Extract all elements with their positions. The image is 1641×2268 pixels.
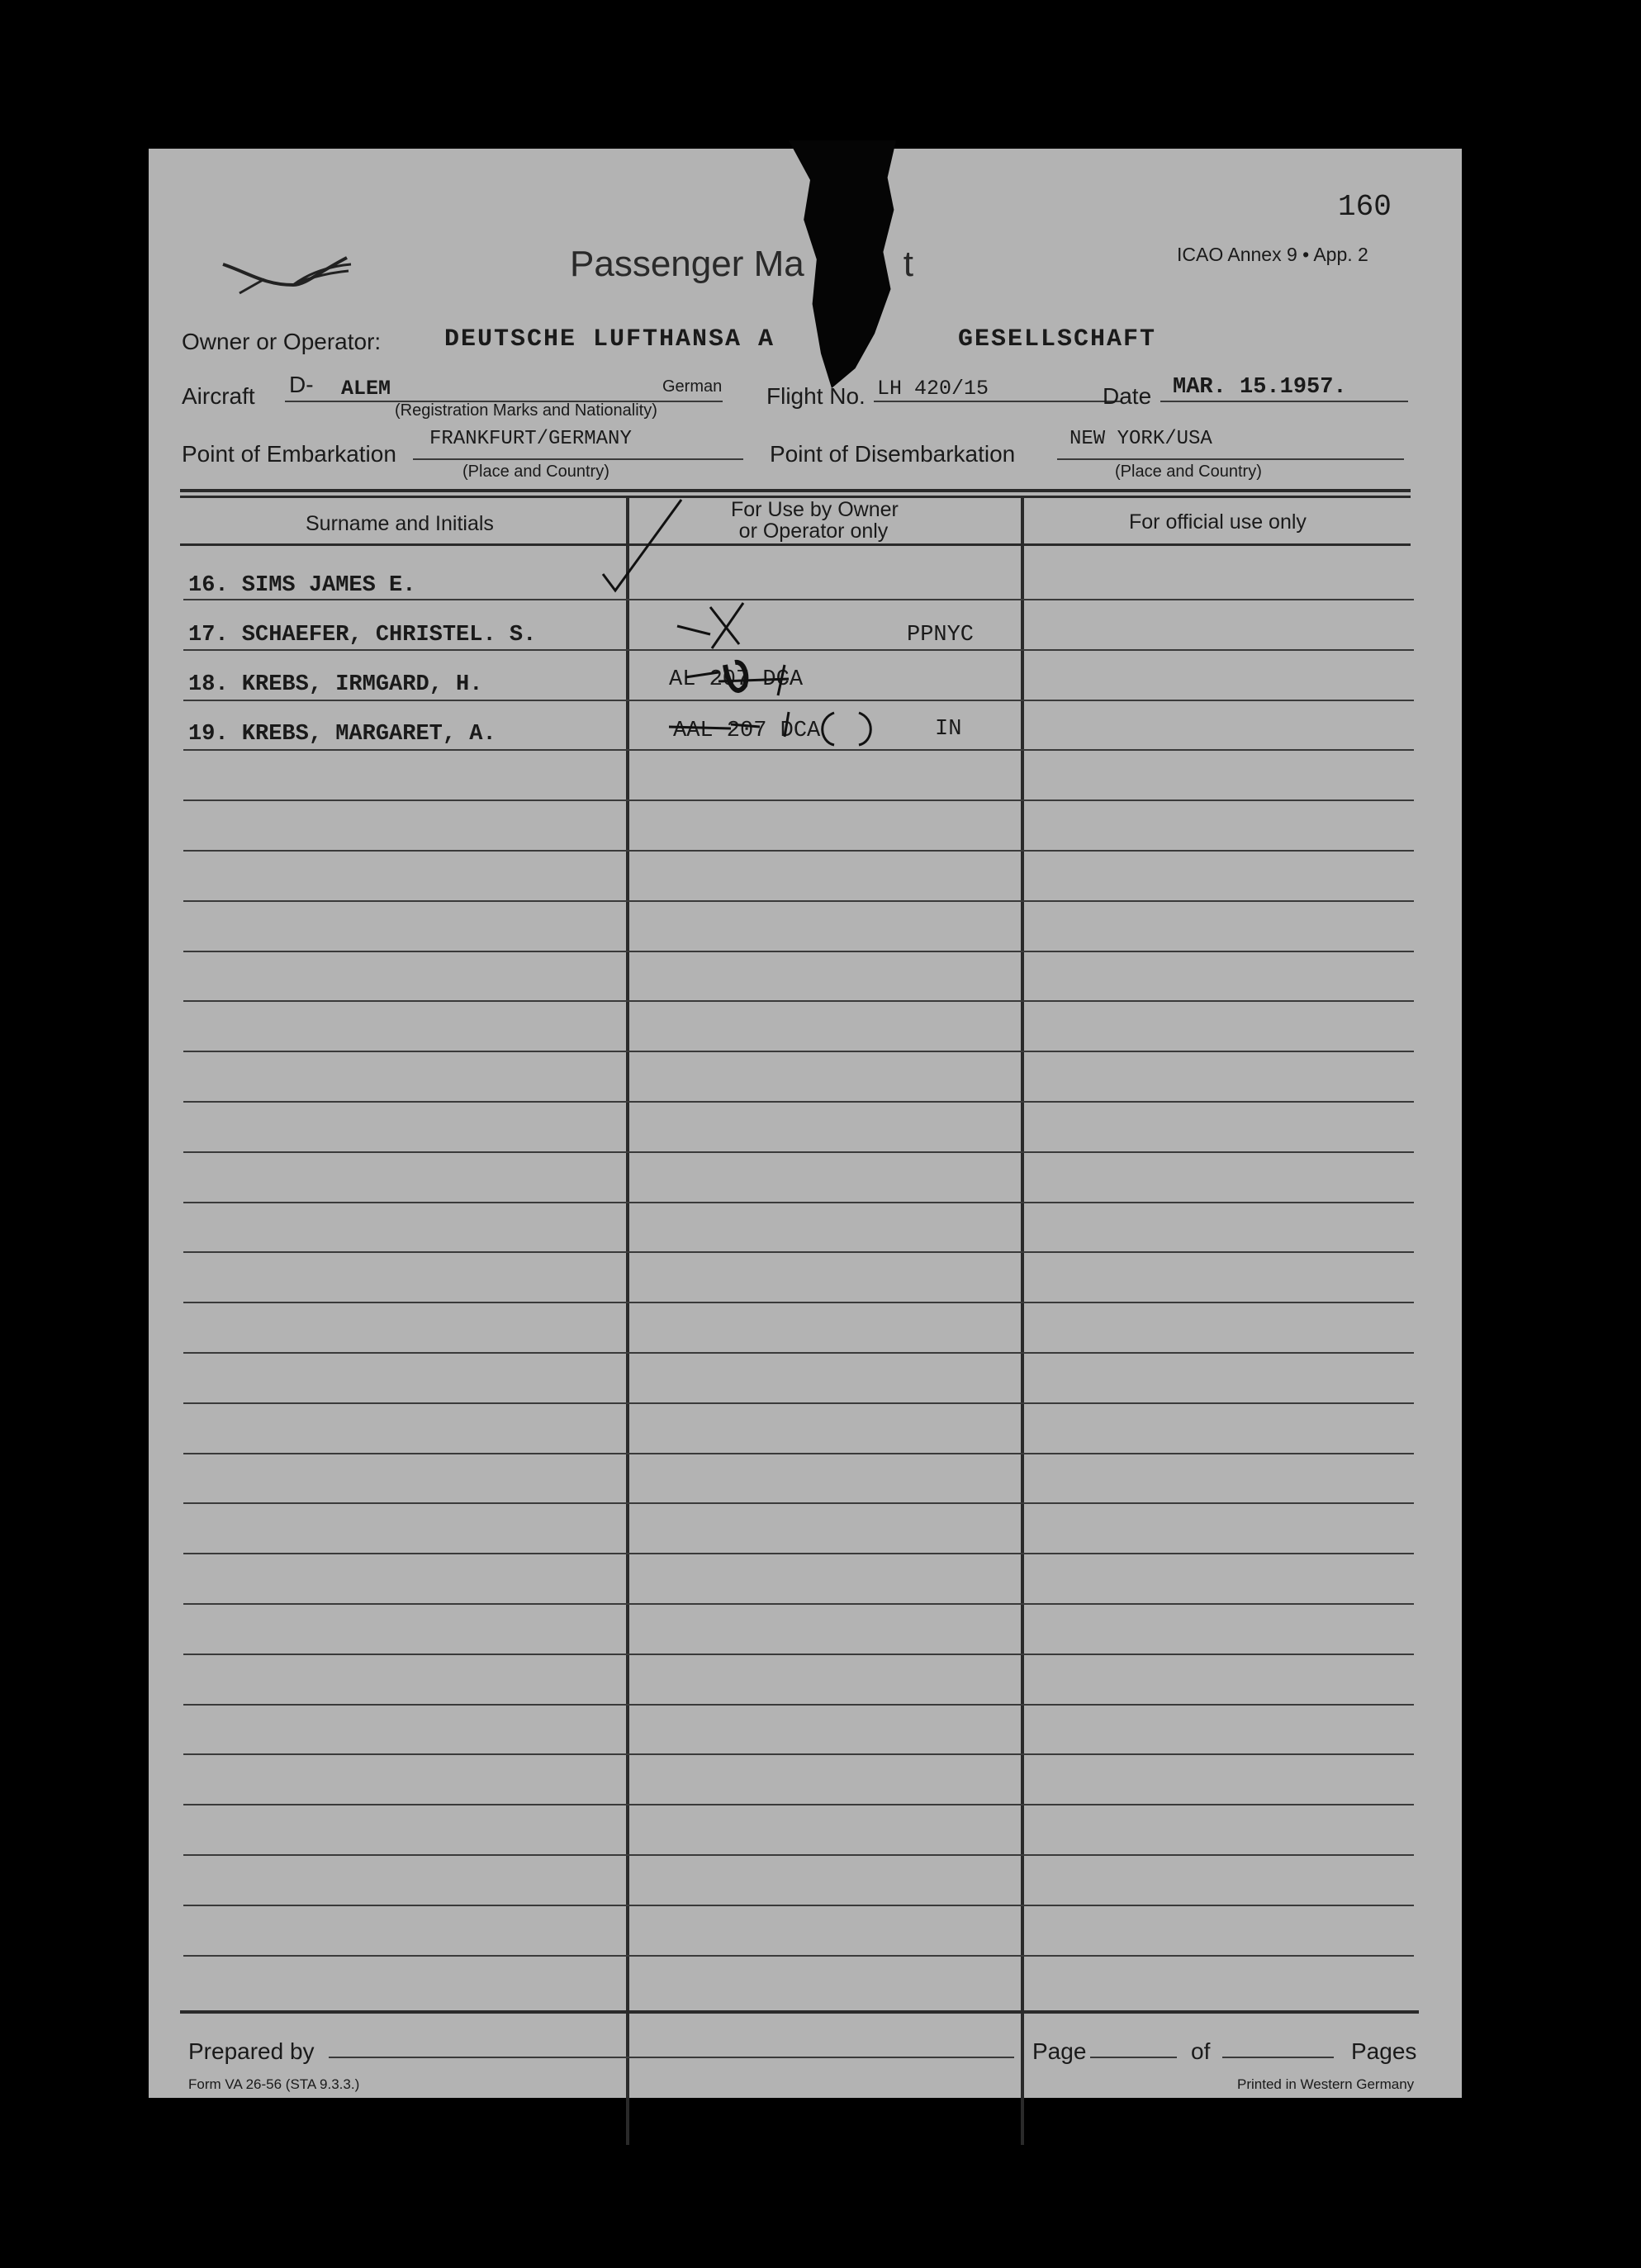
prepared-by-label: Prepared by (188, 2038, 315, 2064)
header-official: For official use only (1129, 510, 1307, 534)
table-row-rule (183, 599, 1414, 600)
disembark-value: NEW YORK/USA (1069, 428, 1212, 450)
page-number: 160 (1338, 190, 1392, 224)
passenger-name: 18. KREBS, IRMGARD, H. (188, 672, 483, 697)
passenger-name: 19. KREBS, MARGARET, A. (188, 722, 496, 747)
passenger-name: 17. SCHAEFER, CHRISTEL. S. (188, 623, 537, 648)
operator-code: PPNYC (907, 623, 975, 648)
table-row-rule (183, 1202, 1414, 1203)
disembark-caption: (Place and Country) (1115, 463, 1262, 481)
table-row-rule (183, 1352, 1414, 1354)
aircraft-label: Aircraft (182, 383, 255, 409)
printed-in: Printed in Western Germany (1237, 2076, 1415, 2092)
page-label: Page (1032, 2038, 1087, 2064)
crane-logo-icon (215, 248, 355, 306)
aircraft-value: ALEM (341, 377, 391, 401)
table-row-rule (183, 1854, 1414, 1856)
operator-note: AL 207 DCA (669, 667, 804, 692)
operator-note: AAL 207 DCA (673, 719, 821, 743)
disembark-label: Point of Disembarkation (770, 441, 1016, 467)
form-number: Form VA 26-56 (STA 9.3.3.) (188, 2076, 360, 2092)
table-row-rule (183, 649, 1414, 651)
table-row-rule (183, 1905, 1414, 1906)
table-row-rule (183, 749, 1414, 751)
table-row-rule (183, 1453, 1414, 1454)
owner-label: Owner or Operator: (182, 329, 382, 354)
header-operator-line2: or Operator only (738, 520, 889, 543)
table-row-rule (183, 1000, 1414, 1002)
table-row-rule (183, 799, 1414, 801)
passenger-name: 16. SIMS JAMES E. (188, 573, 416, 598)
table-row-rule (183, 1603, 1414, 1605)
column-divider (1021, 496, 1024, 2145)
date-label: Date (1103, 383, 1152, 409)
header-operator-line1: For Use by Owner (731, 498, 899, 521)
table-row-rule (183, 900, 1414, 902)
table-row-rule (183, 1753, 1414, 1755)
table-row-rule (183, 1955, 1414, 1957)
embark-label: Point of Embarkation (182, 441, 396, 467)
icao-annex: ICAO Annex 9 • App. 2 (1177, 244, 1368, 265)
table-row-rule (183, 1654, 1414, 1655)
operator-code: IN (935, 717, 962, 742)
table-row-rule (183, 1251, 1414, 1253)
handwritten-marks (586, 479, 1016, 760)
table-row-rule (183, 951, 1414, 952)
table-row-rule (183, 1804, 1414, 1805)
table-row-rule (183, 1302, 1414, 1303)
table-row-rule (183, 1151, 1414, 1153)
aircraft-caption: (Registration Marks and Nationality) (395, 401, 657, 420)
flight-value: LH 420/15 (877, 377, 989, 401)
form-title-tail: t (903, 244, 913, 284)
table-row-rule (183, 850, 1414, 852)
pages-label: Pages (1351, 2038, 1417, 2064)
flight-label: Flight No. (766, 383, 866, 409)
table-row-rule (183, 1051, 1414, 1052)
owner-value-left: DEUTSCHE LUFTHANSA A (444, 325, 775, 353)
form-title-visible: Passenger Ma (570, 244, 804, 284)
table-row-rule (183, 1402, 1414, 1404)
aircraft-prefix: D- (289, 372, 314, 397)
table-row-rule (183, 1101, 1414, 1103)
table-row-rule (183, 700, 1414, 701)
embark-value: FRANKFURT/GERMANY (429, 428, 632, 450)
table-row-rule (183, 1502, 1414, 1504)
owner-value-right: GESELLSCHAFT (958, 325, 1157, 353)
form-title (570, 244, 913, 285)
date-value: MAR. 15.1957. (1173, 375, 1347, 400)
table-row-rule (183, 1553, 1414, 1554)
of-label: of (1191, 2038, 1211, 2064)
table-row-rule (183, 1704, 1414, 1706)
manifest-page (149, 149, 1462, 2098)
embark-caption: (Place and Country) (462, 463, 609, 481)
header-surname: Surname and Initials (306, 512, 494, 535)
aircraft-nationality: German (662, 377, 723, 396)
